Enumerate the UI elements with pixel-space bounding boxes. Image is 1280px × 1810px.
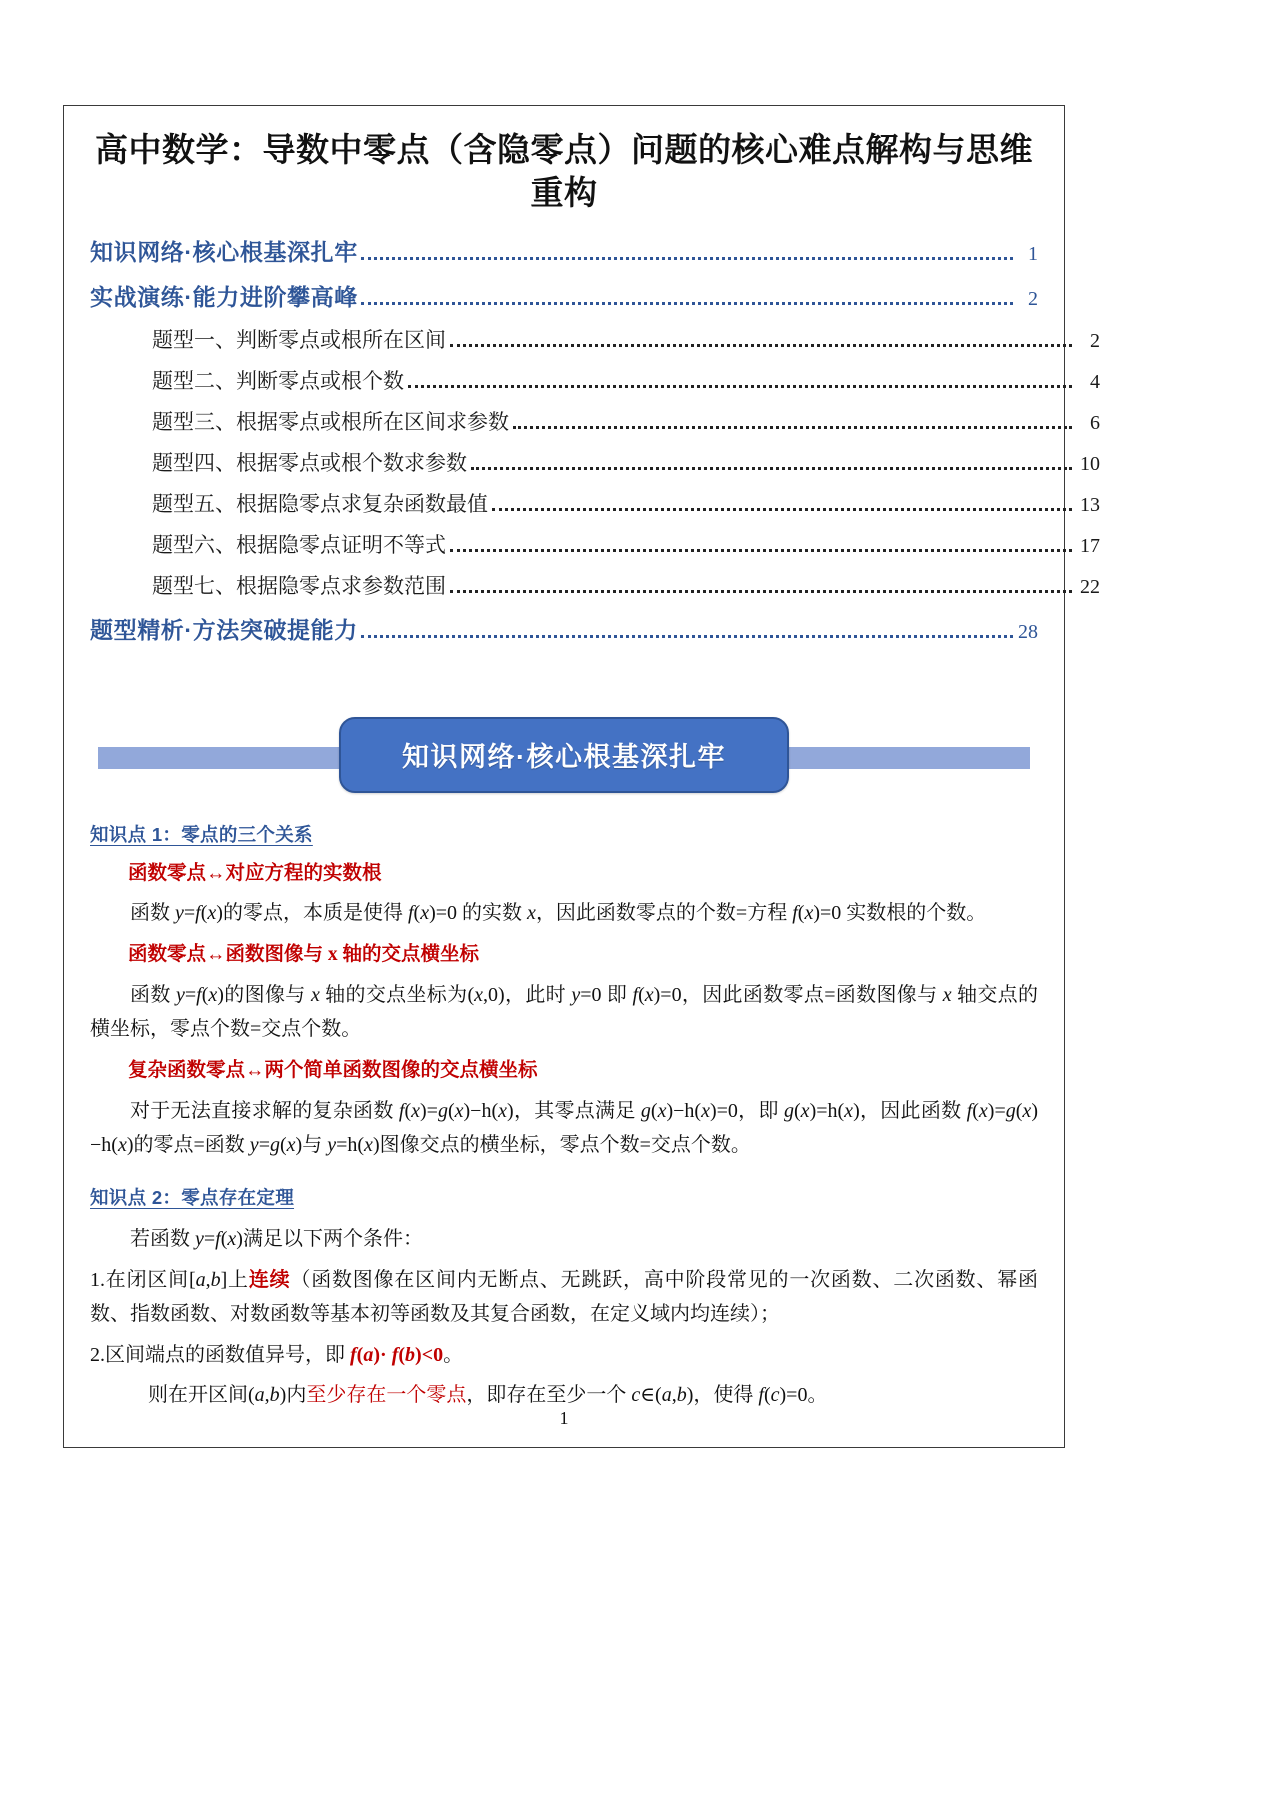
toc-label: 题型三、根据零点或根所在区间求参数 — [152, 409, 509, 434]
toc-label: 题型一、判断零点或根所在区间 — [152, 327, 446, 352]
kp2-conclusion: 则在开区间(a,b)内至少存在一个零点，即存在至少一个 c∈(a,b)，使得 f(c)=0。 — [128, 1384, 828, 1407]
toc-leader-dots — [513, 426, 1072, 429]
toc-label: 知识网络·核心根基深扎牢 — [90, 238, 358, 265]
highlight-continuous: 连续 — [248, 1268, 291, 1291]
toc-entry-level2[interactable] — [152, 570, 1100, 600]
document-page — [63, 105, 1100, 1448]
toc-page-number: 28 — [1018, 620, 1038, 643]
footer-page-number: 1 — [559, 1408, 569, 1428]
toc-label: 题型六、根据隐零点证明不等式 — [152, 532, 446, 557]
toc-page-number: 17 — [1080, 534, 1100, 557]
kp1-sub-heading-2: 函数零点↔函数图像与 x 轴的交点横坐标 — [128, 944, 480, 966]
toc-label: 题型四、根据零点或根个数求参数 — [152, 450, 467, 475]
toc-page-number: 10 — [1080, 452, 1100, 475]
toc-page-number: 13 — [1080, 493, 1100, 516]
toc-entry-level2[interactable] — [152, 324, 1100, 354]
toc-page-number: 4 — [1090, 370, 1100, 393]
page-title: 高中数学：导数中零点（含隐零点）问题的核心难点解构与思维重构 — [95, 133, 1033, 212]
toc-entry-level2[interactable] — [152, 529, 1100, 559]
kp1-sub-heading-1: 函数零点↔对应方程的实数根 — [128, 862, 382, 884]
toc-page-number: 6 — [1090, 411, 1100, 434]
toc-leader-dots — [361, 302, 1013, 305]
toc-entry-level1[interactable] — [90, 234, 1038, 267]
kp1-body-3: 对于无法直接求解的复杂函数 f(x)=g(x)−h(x)，其零点满足 g(x)−h(x)=0，即 g(x)=h(x)，因此函数 f(x)=g(x)−h(x)的零点=函数 y=g(x)与 y=h(x)图像交点的横坐标，零点个数=交点个数。 — [90, 1099, 1038, 1157]
banner-pill — [339, 717, 789, 793]
toc-label: 题型五、根据隐零点求复杂函数最值 — [152, 491, 488, 516]
toc-label: 题型七、根据隐零点求参数范围 — [152, 573, 446, 598]
toc-label: 题型精析·方法突破提能力 — [90, 616, 358, 643]
kp2-intro — [90, 1222, 1038, 1256]
knowledge-point-2-heading: 知识点 2：零点存在定理 — [90, 1187, 295, 1209]
toc-leader-dots — [450, 549, 1072, 552]
toc-entry-level1[interactable] — [90, 279, 1038, 312]
kp2-condition-2: 2.区间端点的函数值异号，即 f(a)· f(b)<0。 — [90, 1343, 464, 1366]
kp2-condition-1: 1.在闭区间[a,b]上连续（函数图像在区间内无断点、无跳跃，高中阶段常见的一次函数、二次函数、幂函数、指数函数、对数函数等基本初等函数及其复合函数，在定义域内均连续）； — [90, 1268, 1039, 1326]
toc-label: 题型二、判断零点或根个数 — [152, 368, 404, 393]
banner-title: 知识网络·核心根基深扎牢 — [402, 742, 726, 773]
toc-entry-level1[interactable] — [90, 612, 1038, 645]
knowledge-point-1-heading: 知识点 1：零点的三个关系 — [90, 823, 313, 845]
toc-leader-dots — [450, 344, 1072, 347]
section-banner — [90, 707, 1038, 799]
kp1-body-1: 函数 y=f(x)的零点，本质是使得 f(x)=0 的实数 x，因此函数零点的个数=方程 f(x)=0 实数根的个数。 — [130, 902, 987, 925]
toc-leader-dots — [492, 508, 1072, 511]
toc-leader-dots — [361, 257, 1013, 260]
toc-page-number: 2 — [1028, 287, 1038, 310]
toc-leader-dots — [361, 635, 1013, 638]
toc-page-number: 22 — [1080, 575, 1100, 598]
toc-leader-dots — [450, 590, 1072, 593]
toc-leader-dots — [408, 385, 1072, 388]
toc-leader-dots — [471, 467, 1072, 470]
toc-entry-level2[interactable] — [152, 447, 1100, 477]
table-of-contents — [90, 234, 1100, 645]
kp2-intro-text: 若函数 y=f(x)满足以下两个条件： — [130, 1228, 423, 1251]
toc-entry-level2[interactable] — [152, 365, 1100, 395]
toc-label: 实战演练·能力进阶攀高峰 — [90, 283, 358, 310]
toc-entry-level2[interactable] — [152, 488, 1100, 518]
kp1-body-2: 函数 y=f(x)的图像与 x 轴的交点坐标为(x,0)，此时 y=0 即 f(x)=0，因此函数零点=函数图像与 x 轴交点的横坐标，零点个数=交点个数。 — [90, 983, 1039, 1041]
toc-entry-level2[interactable] — [152, 406, 1100, 436]
highlight-at-least-one-zero: 至少存在一个零点 — [306, 1384, 467, 1407]
toc-page-number: 1 — [1028, 242, 1038, 265]
highlight-product-negative: f(a)· f(b)<0 — [350, 1343, 444, 1366]
kp1-sub-heading-3: 复杂函数零点↔两个简单函数图像的交点横坐标 — [128, 1060, 538, 1082]
toc-page-number: 2 — [1090, 329, 1100, 352]
